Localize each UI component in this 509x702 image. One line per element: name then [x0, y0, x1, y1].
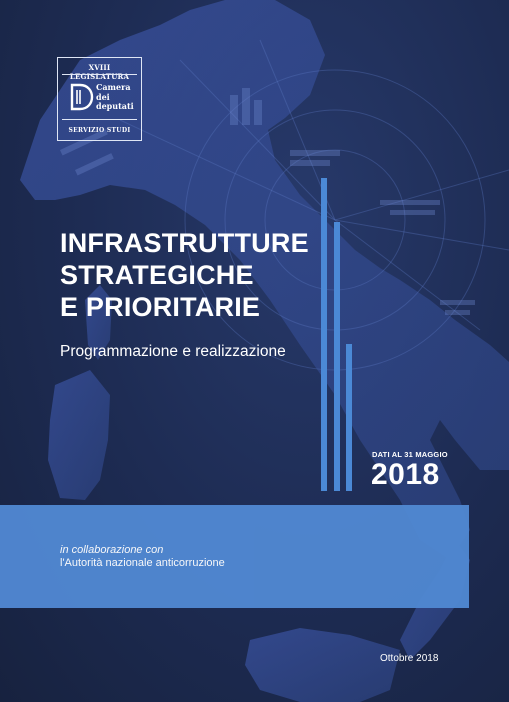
- collaboration-partner: l'Autorità nazionale anticorruzione: [60, 557, 225, 569]
- report-title: [60, 227, 309, 323]
- sardinia-shape: [48, 370, 110, 500]
- accent-bar-3: [346, 344, 352, 491]
- title-line-2: STRATEGICHE: [60, 260, 254, 290]
- publication-date: Ottobre 2018: [380, 653, 439, 664]
- data-year: 2018: [371, 458, 440, 491]
- sicily-shape: [245, 628, 400, 702]
- service-label: SERVIZIO STUDI: [68, 127, 131, 134]
- title-line-3: E PRIORITARIE: [60, 292, 261, 322]
- collaboration-intro: in collaborazione con: [60, 544, 164, 556]
- accent-bar-2: [334, 222, 340, 491]
- data-date-label: DATI AL 31 MAGGIO: [372, 450, 448, 459]
- chamber-name-line2: dei: [96, 91, 110, 102]
- chamber-name-line3: deputati: [96, 101, 134, 111]
- title-line-1: INFRASTRUTTURE: [60, 228, 309, 258]
- logo-center-band: [62, 74, 137, 120]
- report-subtitle: Programmazione e realizzazione: [60, 343, 286, 360]
- chamber-emblem-icon: [66, 81, 96, 113]
- chamber-name-line1: Camera: [96, 82, 131, 92]
- chamber-name: [96, 83, 134, 112]
- accent-bar-1: [321, 178, 327, 491]
- collaboration-banner: [0, 505, 469, 608]
- legislature-label: XVIII LEGISLATURA: [69, 63, 130, 81]
- camera-dei-deputati-logo: [57, 57, 142, 141]
